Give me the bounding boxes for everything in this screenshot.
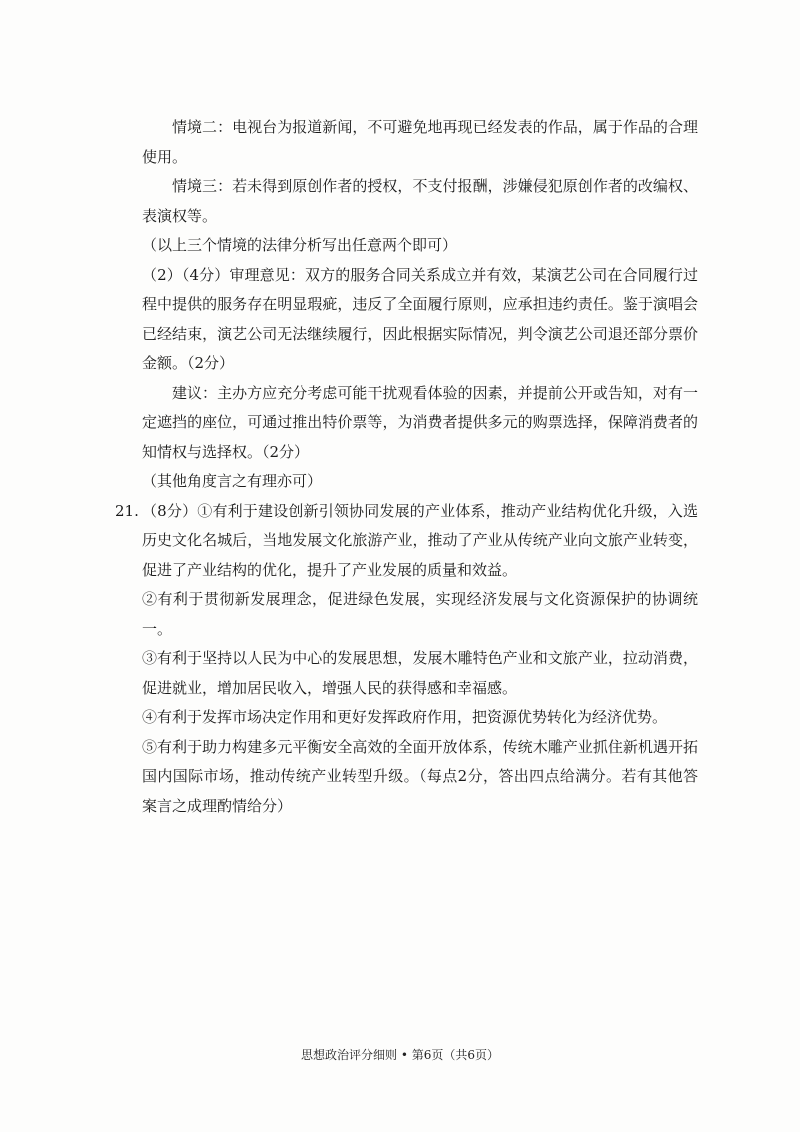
other-angle-note: （其他角度言之有理亦可） bbox=[142, 472, 323, 490]
page-content bbox=[115, 113, 698, 821]
page-footer: 思想政治评分细则 • 第6页（共6页） bbox=[301, 1048, 499, 1062]
question-21-point-5: ⑤有利于助力构建多元平衡安全高效的全面开放体系，传统木雕产业抓住新机遇开拓国内国际市场，推动传统产业转型升级。（每点2分，答出四点给满分。若有其他答案言之成理酌情给分） bbox=[142, 737, 698, 815]
question-21-number: 21. bbox=[115, 501, 139, 520]
scenario-three-paragraph: 情境三：若未得到原创作者的授权，不支付报酬，涉嫌侵犯原创作者的改编权、表演权等。 bbox=[142, 177, 698, 225]
scenario-two-paragraph: 情境二：电视台为报道新闻，不可避免地再现已经发表的作品，属于作品的合理使用。 bbox=[142, 118, 698, 166]
question-21-intro: （8分）①有利于建设创新引领协同发展的产业体系，推动产业结构优化升级，入选历史文化名城后，当地发展文化旅游产业，推动了产业从传统产业向文旅产业转变，促进了产业结构的优化，提升了产业发展的质量和效益。 bbox=[142, 501, 698, 579]
question-21 bbox=[115, 497, 698, 586]
question-21-point-3: ③有利于坚持以人民为中心的发展思想，发展木雕特色产业和文旅产业，拉动消费，促进就业，增加居民收入，增强人民的获得感和幸福感。 bbox=[142, 649, 698, 697]
question-21-point-2: ②有利于贯彻新发展理念，促进绿色发展，实现经济发展与文化资源保护的协调统一。 bbox=[142, 590, 698, 638]
part-two-opinion-paragraph: （2）（4分）审理意见：双方的服务合同关系成立并有效，某演艺公司在合同履行过程中提供的服务存在明显瑕疵，违反了全面履行原则，应承担违约责任。鉴于演唱会已经结束，演艺公司无法继续履行，因此根据实际情况，判令演艺公司退还部分票价金额。（2分） bbox=[142, 265, 698, 372]
question-21-point-4: ④有利于发挥市场决定作用和更好发挥政府作用，把资源优势转化为经济优势。 bbox=[142, 708, 668, 726]
scenario-note: （以上三个情境的法律分析写出任意两个即可） bbox=[142, 236, 458, 254]
suggestion-paragraph: 建议：主办方应充分考虑可能干扰观看体验的因素，并提前公开或告知，对有一定遮挡的座位，可通过推出特价票等，为消费者提供多元的购票选择，保障消费者的知情权与选择权。（2分） bbox=[142, 383, 698, 461]
